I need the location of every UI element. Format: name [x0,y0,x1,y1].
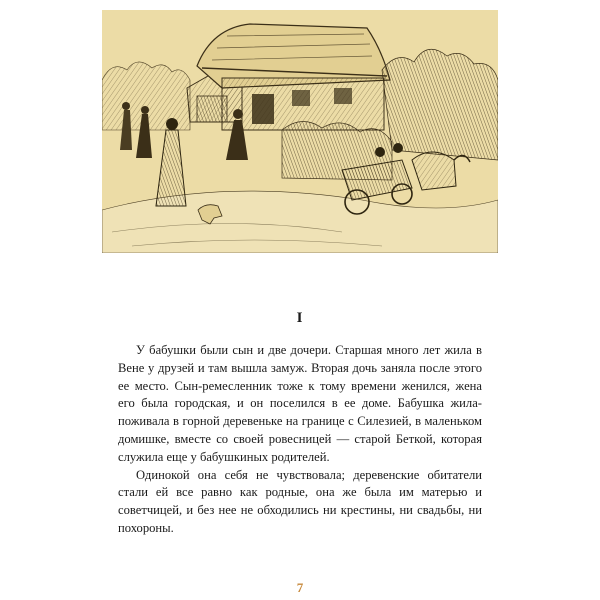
village-sketch-svg [102,10,498,253]
body-text [118,342,482,538]
thatched-cottage [197,24,390,130]
paragraph: У бабушки были сын и две дочери. Старшая много лет жила в Вене у друзей и там вышла замуж. Вторая дочь заняла после этого ее место. Сын-ремесленник тоже к тому времени женился, жена его была городская, и он поселился в ее доме. Бабушка жила-поживала в горной деревеньке на границе с Силезией, в маленьком домишке, вместе со своей ровесницей — старой Беткой, которая служила еще у бабушкиных родителей. [118,343,482,464]
village-illustration [102,10,498,253]
paragraph: Одинокой она себя не чувствовала; деревенские обитатели стали ей все равно как родные, она же была им матерью и советчицей, и без нее не обходились ни крестины, ни свадьбы, ни похороны. [118,467,482,535]
chapter-heading: I [296,310,304,326]
page-number: 7 [296,580,304,595]
